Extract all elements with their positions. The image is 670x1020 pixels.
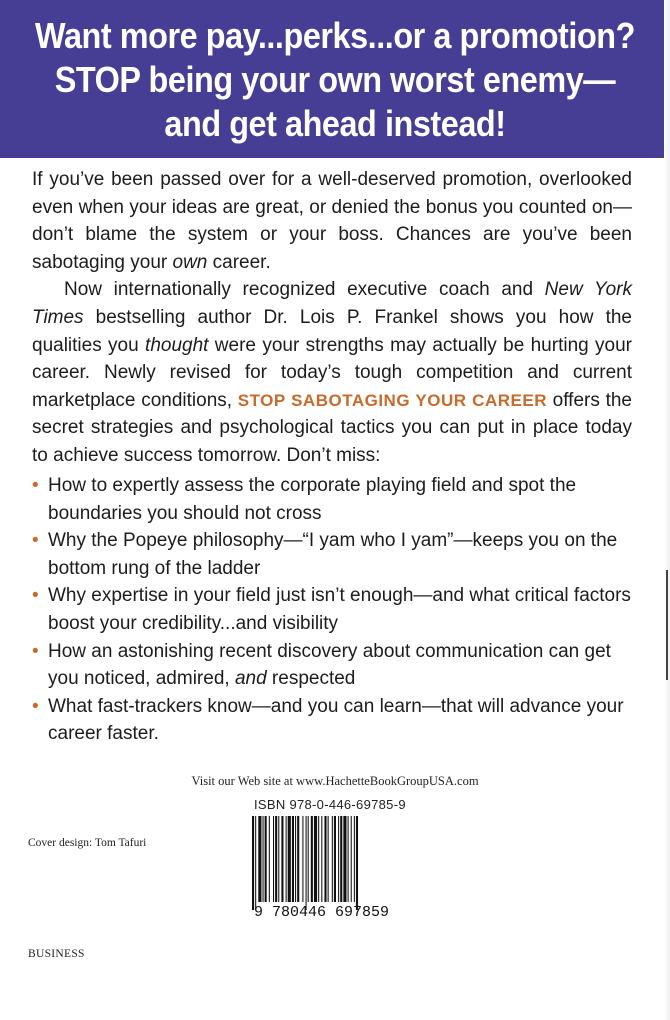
list-item-text-end: respected xyxy=(266,668,356,690)
barcode-bars-icon xyxy=(250,816,390,910)
cover-design-credit: Cover design: Tom Tafuri xyxy=(28,837,147,849)
barcode-bar xyxy=(302,816,303,902)
list-item-text: How an astonishing recent discovery about communication can get you noticed, admired, xyxy=(48,640,611,690)
barcode-bar xyxy=(308,816,309,902)
list-item xyxy=(32,472,632,527)
newspaper-title: New York Times xyxy=(32,279,632,328)
intro-p2-emphasis: thought xyxy=(145,334,209,356)
intro-p1-text-b: career. xyxy=(207,251,271,273)
book-title: STOP SABOTAGING YOUR CAREER xyxy=(237,390,547,410)
list-item-text: Why expertise in your field just isn’t enough—and what critical factors boost your credibility...and visibility xyxy=(48,585,631,634)
barcode-bar xyxy=(321,816,322,902)
barcode-bar xyxy=(265,816,267,902)
barcode-bar xyxy=(340,816,342,902)
barcode-bar xyxy=(295,816,296,902)
barcode-bar xyxy=(334,816,336,902)
intro-p2-text-d: offers the secret strategies and psychological tactics you can put in place today to achieve success tomorrow. Don’t miss: xyxy=(32,389,632,466)
barcode-bar xyxy=(351,816,352,902)
edge-mark xyxy=(666,570,668,680)
list-item-text: How to expertly assess the corporate playing field and spot the boundaries you should not cross xyxy=(48,475,577,524)
barcode-bar xyxy=(288,816,291,902)
headline-line-2: STOP being your own worst enemy— xyxy=(54,59,616,100)
list-item-emphasis: and xyxy=(234,668,267,690)
barcode-bar xyxy=(306,816,307,910)
intro-p2-text-a: Now internationally recognized executive coach and xyxy=(64,279,545,301)
barcode-bar xyxy=(314,816,317,902)
list-item-text: Why the Popeye philosophy—“I yam who I yam”—keeps you on the bottom rung of the ladder xyxy=(48,530,618,579)
bullet-icon: • xyxy=(32,475,39,496)
intro-p2-text-c: were your strengths may actually be hurting your career. Newly revised for today’s tough competition and current marketplace conditions, xyxy=(32,334,633,411)
list-item xyxy=(32,527,632,582)
headline-line-3: and get ahead instead! xyxy=(164,103,506,144)
website-line: Visit our Web site at www.HachetteBookGroupUSA.com xyxy=(191,774,479,788)
barcode-bar xyxy=(318,816,319,902)
intro-p1-text-a: If you’ve been passed over for a well-deserved promotion, overlooked even when your ideas are great, or denied the bonus you counted on—don’t blame the system or your boss. Chances are you’ve been sabotaging your xyxy=(32,169,632,273)
barcode-bar xyxy=(354,816,355,902)
spine-edge xyxy=(664,0,670,1020)
barcode-bar xyxy=(311,816,313,902)
barcode-bar xyxy=(324,816,326,902)
barcode-bar xyxy=(356,816,358,910)
barcode-bar xyxy=(269,816,270,902)
barcode-bar xyxy=(255,816,256,910)
bullet-icon: • xyxy=(32,585,39,607)
list-item-text: What fast-trackers know—and you can learn—that will advance your career faster. xyxy=(48,695,624,745)
description-text xyxy=(32,166,632,470)
barcode-bar xyxy=(273,816,274,902)
barcode-bar xyxy=(332,816,333,902)
feature-list xyxy=(32,472,632,748)
intro-paragraph-2 xyxy=(32,276,632,469)
barcode-bar xyxy=(286,816,287,902)
barcode-bar xyxy=(252,816,254,910)
intro-p1-emphasis: own xyxy=(172,251,208,273)
category-label: BUSINESS xyxy=(28,948,85,960)
list-item xyxy=(32,638,632,693)
intro-p2-text-b: bestselling author Dr. Lois P. Frankel shows you how the qualities you xyxy=(32,306,632,356)
barcode-bar xyxy=(343,816,346,902)
headline-banner xyxy=(0,0,670,158)
barcode-bar xyxy=(263,816,264,902)
barcode-bar xyxy=(281,816,283,902)
headline-line-1: Want more pay...perks...or a promotion? xyxy=(35,15,635,56)
barcode-bar xyxy=(278,816,279,902)
barcode-bar xyxy=(297,816,299,902)
barcode-bar xyxy=(348,816,349,902)
bullet-icon: • xyxy=(32,530,39,552)
barcode-bar xyxy=(328,816,329,902)
bullet-icon: • xyxy=(32,695,39,717)
list-item xyxy=(32,693,632,748)
bullet-icon: • xyxy=(32,640,39,662)
barcode-bar xyxy=(338,816,339,902)
barcode-digits: 9 780446 697859 xyxy=(254,904,390,921)
intro-paragraph-1 xyxy=(32,166,632,276)
barcode-bar xyxy=(292,816,294,902)
list-item xyxy=(32,582,632,637)
barcode-bar xyxy=(275,816,277,902)
isbn-label: ISBN 978-0-446-69785-9 xyxy=(254,797,406,812)
barcode-bar xyxy=(258,816,261,902)
